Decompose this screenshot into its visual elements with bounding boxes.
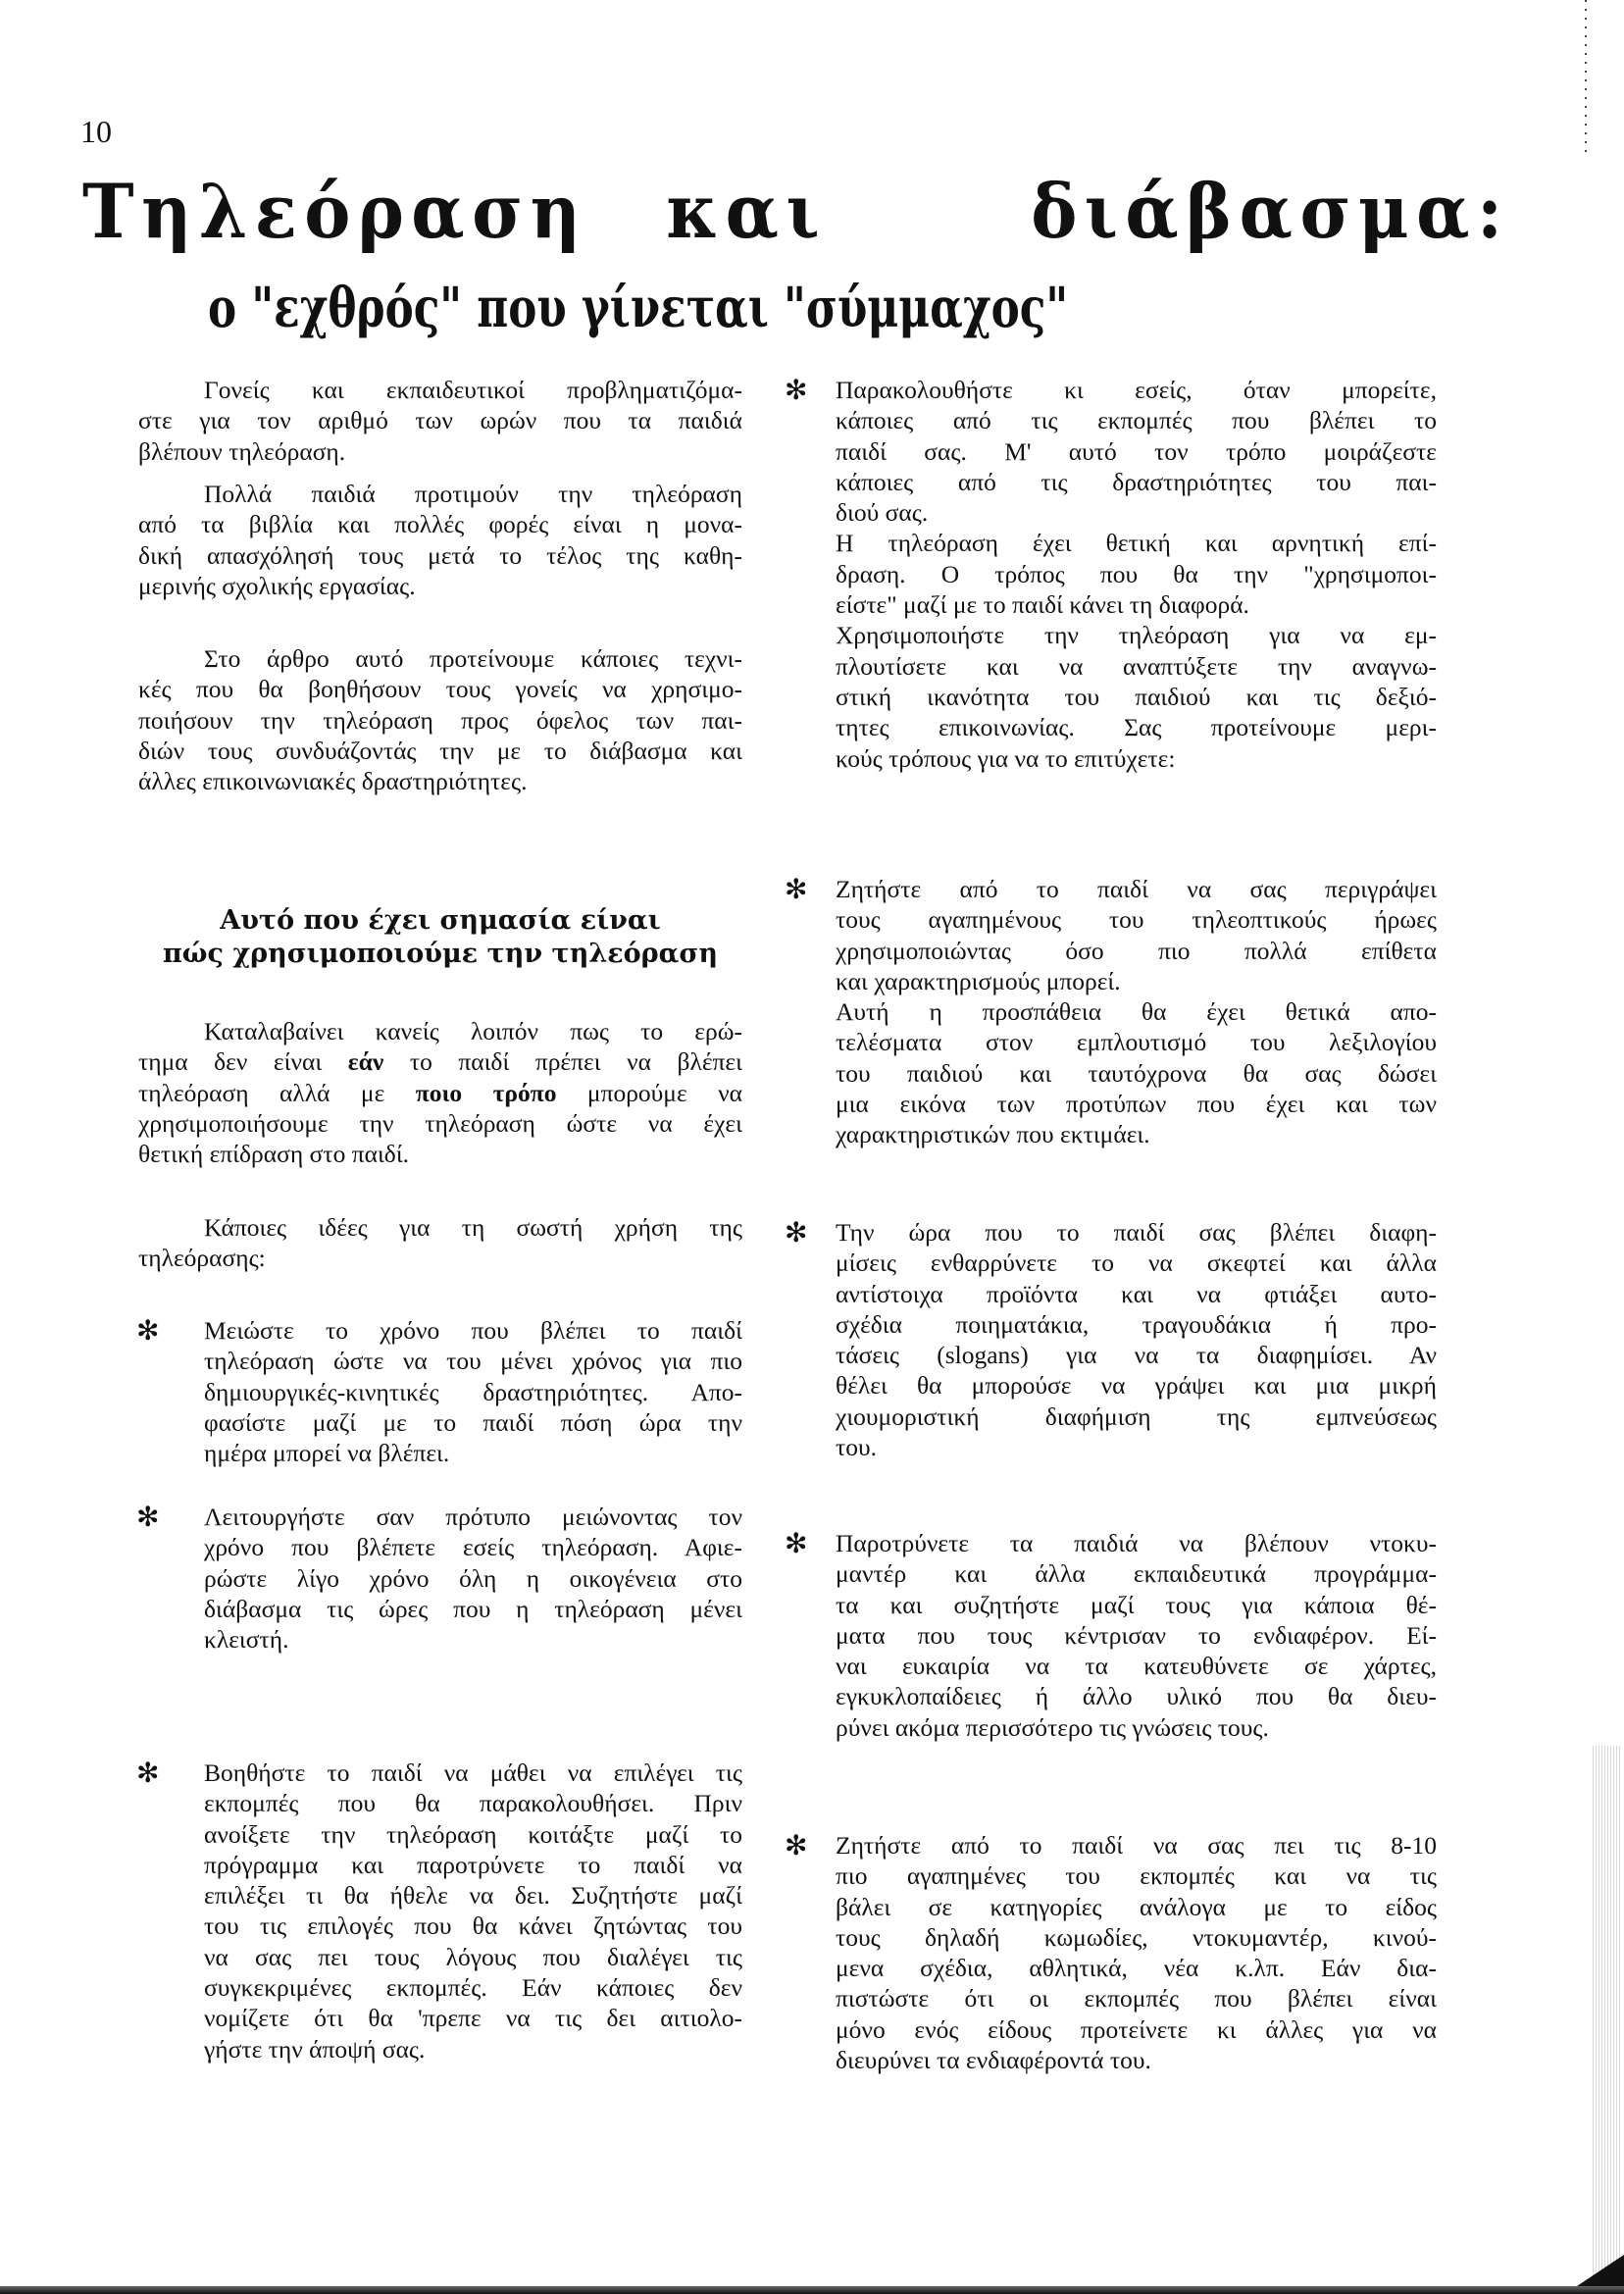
text-line: Καταλαβαίνει κανείς λοιπόν πως το ερώ- bbox=[204, 1017, 742, 1045]
asterisk-flower-icon: ✻ bbox=[785, 1216, 808, 1249]
text-line: χιουμοριστική διαφήμιση της εμπνεύσεως bbox=[836, 1402, 1437, 1431]
asterisk-flower-icon: ✻ bbox=[785, 1527, 808, 1559]
text-line: συγκεκριμένες εκπομπές. Εάν κάποιες δεν bbox=[204, 1973, 742, 2003]
text-line: παιδί σας. Μ' αυτό τον τρόπο μοιράζεστε bbox=[836, 436, 1437, 466]
text-line: τηλεόραση ώστε να του μένει χρόνος για πιο bbox=[204, 1347, 742, 1376]
text-line bbox=[138, 1046, 742, 1077]
text-line: ματα που τους κέντρισαν το ενδιαφέρον. Εί- bbox=[836, 1620, 1437, 1650]
text-line: γήστε την άποψή σας. bbox=[204, 2034, 426, 2064]
text-span: τηλεόραση αλλά με bbox=[138, 1078, 416, 1107]
asterisk-flower-icon: ✻ bbox=[785, 873, 808, 905]
text-line: από τα βιβλία και πολλές φορές είναι η μονα- bbox=[138, 510, 742, 539]
text-line: Παρακολουθήστε κι εσείς, όταν μπορείτε, bbox=[836, 376, 1437, 404]
scan-page-shadow bbox=[1591, 1746, 1620, 2275]
text-line: ημέρα μπορεί να βλέπει. bbox=[204, 1439, 450, 1468]
text-line: μίσεις ενθαρρύνετε το να σκεφτεί και άλλα bbox=[836, 1249, 1437, 1278]
section-paragraph bbox=[138, 1016, 742, 1169]
text-line: πλουτίσετε και να αναπτύξετε την αναγνω- bbox=[836, 651, 1437, 681]
text-line: Βοηθήστε το παιδί να μάθει να επιλέγει τις bbox=[204, 1759, 742, 1787]
text-line: βάλει σε κατηγορίες ανάλογα με το είδος bbox=[836, 1892, 1437, 1921]
text-line: του. bbox=[836, 1433, 877, 1462]
text-line: Πολλά παιδιά προτιμούν την τηλεόραση bbox=[204, 480, 742, 508]
text-line: πιστώστε ότι οι εκπομπές που βλέπει είναι bbox=[836, 1984, 1437, 2014]
text-line: άλλες επικοινωνιακές δραστηριότητες. bbox=[138, 767, 528, 796]
article-title bbox=[82, 168, 1510, 255]
text-line: ποιήσουν την τηλεόραση προς όφελος των παι- bbox=[138, 705, 742, 735]
text-line bbox=[138, 1078, 742, 1108]
text-line: Η τηλεόραση έχει θετική και αρνητική επί- bbox=[836, 529, 1437, 558]
title-word: Τηλεόραση bbox=[82, 168, 588, 255]
text-line: Την ώρα που το παιδί σας βλέπει διαφη- bbox=[836, 1218, 1437, 1247]
text-line: του τις επιλογές που θα κάνει ζητώντας του bbox=[204, 1912, 742, 1941]
text-line: κές που θα βοηθήσουν τους γονείς να χρησιμο- bbox=[138, 675, 742, 704]
asterisk-flower-icon: ✻ bbox=[136, 1314, 160, 1347]
text-line: διών τους συνδυάζοντάς την με το διάβασμα και bbox=[138, 736, 742, 765]
text-line: τους δηλαδή κωμωδίες, ντοκυμαντέρ, κινού- bbox=[836, 1922, 1437, 1952]
text-line: θετική επίδραση στο παιδί. bbox=[138, 1140, 410, 1169]
text-line: κάποιες από τις εκπομπές που βλέπει το bbox=[836, 406, 1437, 435]
text-line: μερινής σχολικής εργασίας. bbox=[138, 571, 416, 600]
text-line: διάβασμα τις ώρες που η τηλεόραση μένει bbox=[204, 1594, 742, 1623]
text-line: του παιδιού και ταυτόχρονα θα σας δώσει bbox=[836, 1058, 1437, 1088]
text-line: Αυτή η προσπάθεια θα έχει θετικά απο- bbox=[836, 997, 1437, 1027]
text-line: Ζητήστε από το παιδί να σας πει τις 8-10 bbox=[836, 1831, 1437, 1860]
text-line: να σας πει τους λόγους που διαλέγει τις bbox=[204, 1942, 742, 1971]
text-line: πιο αγαπημένες του εκπομπές και να τις bbox=[836, 1861, 1437, 1891]
text-line: δική απασχόλησή τους μετά το τέλος της καθη- bbox=[138, 540, 742, 570]
text-line: εγκυκλοπαίδειες ή άλλο υλικό που θα διευ- bbox=[836, 1682, 1437, 1711]
text-line: τους αγαπημένους του τηλεοπτικούς ήρωες bbox=[836, 905, 1437, 935]
article-subtitle: ο "εχθρός" που γίνεται "σύμμαχος" bbox=[208, 276, 1069, 340]
emphasis-if: εάν bbox=[347, 1047, 384, 1077]
text-line: μαντέρ και άλλα εκπαιδευτικά προγράμμα- bbox=[836, 1559, 1437, 1589]
text-line: ναι ευκαιρία να τα κατευθύνετε σε χάρτες, bbox=[836, 1652, 1437, 1681]
text-line: χαρακτηριστικών που εκτιμάει. bbox=[836, 1120, 1150, 1149]
text-line: μια εικόνα των προτύπων που έχει και των bbox=[836, 1090, 1437, 1119]
intro-paragraph bbox=[138, 375, 742, 467]
text-line: Λειτουργήστε σαν πρότυπο μειώνοντας τον bbox=[204, 1503, 742, 1531]
text-line: μενα σχέδια, αθλητικά, νέα κ.λπ. Εάν δια- bbox=[836, 1954, 1437, 1983]
asterisk-flower-icon: ✻ bbox=[136, 1757, 160, 1789]
text-line: τητες επικοινωνίας. Σας προτείνουμε μερι- bbox=[836, 713, 1437, 742]
text-line: νομίζετε ότι θα 'πρεπε να τις δει αιτιολο- bbox=[204, 2004, 742, 2033]
section-heading bbox=[138, 904, 742, 971]
text-line: χρόνο που βλέπετε εσείς τηλεόραση. Αφιε- bbox=[204, 1533, 742, 1562]
text-line: βλέπουν τηλεόραση. bbox=[138, 436, 346, 466]
text-span: τημα δεν είναι bbox=[138, 1047, 348, 1077]
text-line: πρόγραμμα και παροτρύνετε το παιδί να bbox=[204, 1850, 742, 1879]
text-line: στική ικανότητα του παιδιού και τις δεξιό- bbox=[836, 682, 1437, 711]
text-line: Γονείς και εκπαιδευτικοί προβληματιζόμα- bbox=[204, 376, 742, 404]
text-line: στε για τον αριθμό των ωρών που τα παιδιά bbox=[138, 406, 742, 435]
page-number: 10 bbox=[80, 114, 112, 149]
text-span: το παιδί πρέπει να βλέπει bbox=[383, 1047, 743, 1077]
scan-bottom-edge bbox=[0, 2286, 1624, 2294]
text-line: Κάποιες ιδέες για τη σωστή χρήση της bbox=[204, 1213, 742, 1242]
text-line: χρησιμοποιώντας όσο πιο πολλά επίθετα bbox=[836, 936, 1437, 965]
text-line: δημιουργικές-κινητικές δραστηριότητες. Απο- bbox=[204, 1377, 742, 1406]
text-line: φασίστε μαζί με το παιδί πόση ώρα την bbox=[204, 1407, 742, 1437]
text-line: Παροτρύνετε τα παιδιά να βλέπουν ντοκυ- bbox=[836, 1529, 1437, 1557]
text-line: επιλέξει τι θα ήθελε να δει. Συζητήστε μαζί bbox=[204, 1881, 742, 1911]
text-line: Στο άρθρο αυτό προτείνουμε κάποιες τεχνι- bbox=[204, 644, 742, 673]
text-line: ρώστε λίγο χρόνο όλη η οικογένεια στο bbox=[204, 1563, 742, 1593]
ideas-intro bbox=[138, 1212, 742, 1274]
text-line: τηλεόρασης: bbox=[138, 1244, 266, 1273]
text-line: Χρησιμοποιήστε την τηλεόραση για να εμ- bbox=[836, 621, 1437, 650]
intro-paragraph bbox=[138, 479, 742, 601]
text-line: διευρύνει τα ενδιαφέροντά του. bbox=[836, 2046, 1151, 2075]
title-word: διάβασμα: bbox=[1031, 168, 1510, 255]
intro-paragraph bbox=[138, 643, 742, 796]
text-line: αντίστοιχα προϊόντα και να φτιάξει αυτο- bbox=[836, 1279, 1437, 1308]
text-line: κλειστή. bbox=[204, 1625, 289, 1655]
text-line: τάσεις (slogans) για να τα διαφημίσει. Αν bbox=[836, 1341, 1437, 1370]
text-line: θέλει θα μπορούσε να γράψει και μια μικρή bbox=[836, 1371, 1437, 1401]
text-line: κούς τρόπους για να το επιτύχετε: bbox=[836, 743, 1176, 773]
asterisk-flower-icon: ✻ bbox=[785, 1829, 808, 1861]
scan-edge-mark bbox=[1585, 0, 1587, 157]
asterisk-flower-icon: ✻ bbox=[785, 374, 808, 406]
text-line: χρησιμοποιήσουμε την τηλεόραση ώστε να έχει bbox=[138, 1108, 742, 1138]
text-line: Ζητήστε από το παιδί να σας περιγράψει bbox=[836, 875, 1437, 903]
text-line: διού σας. bbox=[836, 498, 929, 528]
text-line: τα και συζητήστε μαζί τους για κάποια θέ- bbox=[836, 1590, 1437, 1619]
section-heading-line: πώς χρησιμοποιούμε την τηλεόραση bbox=[163, 939, 718, 969]
section-heading-line: Αυτό που έχει σημασία είναι bbox=[220, 905, 661, 936]
text-line: ρύνει ακόμα περισσότερο τις γνώσεις τους. bbox=[836, 1712, 1269, 1742]
text-span: μπορούμε να bbox=[556, 1078, 743, 1107]
text-line: και χαρακτηρισμούς μπορεί. bbox=[836, 966, 1121, 995]
text-line: μόνο ενός είδους προτείνετε κι άλλες για να bbox=[836, 2014, 1437, 2044]
text-line: τελέσματα στον εμπλουτισμό του λεξιλογίου bbox=[836, 1028, 1437, 1057]
text-line: Μειώστε το χρόνο που βλέπει το παιδί bbox=[204, 1316, 742, 1345]
emphasis-how: ποιο τρόπο bbox=[415, 1078, 557, 1107]
title-word: και bbox=[666, 168, 828, 255]
text-line: κάποιες από τις δραστηριότητες του παι- bbox=[836, 467, 1437, 496]
asterisk-flower-icon: ✻ bbox=[136, 1501, 160, 1533]
text-line: σχέδια ποιηματάκια, τραγουδάκια ή προ- bbox=[836, 1309, 1437, 1339]
text-line: ανοίξετε την τηλεόραση κοιτάξτε μαζί το bbox=[204, 1819, 742, 1849]
text-line: εκπομπές που θα παρακολουθήσει. Πριν bbox=[204, 1789, 742, 1818]
text-line: δραση. Ο τρόπος που θα την "χρησιμοποι- bbox=[836, 559, 1437, 588]
text-line: είστε" μαζί με το παιδί κάνει τη διαφορά. bbox=[836, 590, 1249, 620]
